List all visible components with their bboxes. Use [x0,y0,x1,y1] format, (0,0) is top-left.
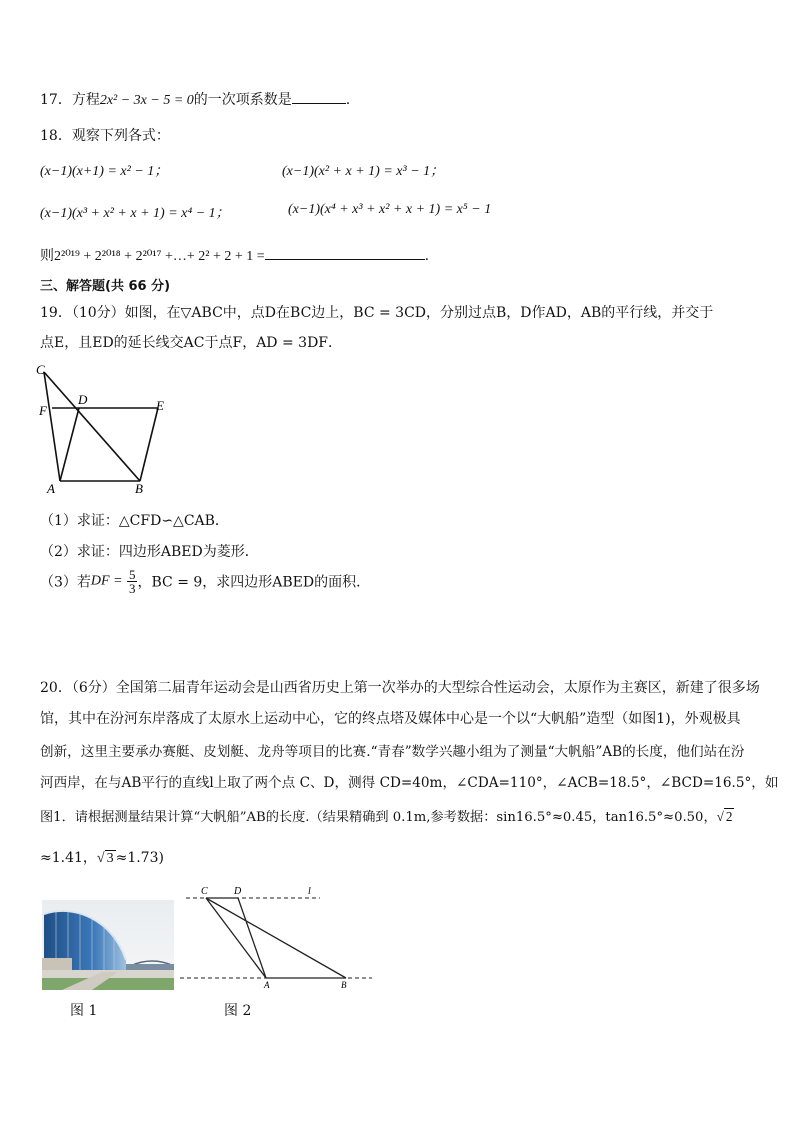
q18-formula-3: (x−1)(x³ + x² + x + 1) = x⁴ − 1； [40,206,230,221]
fig2-label-l: l [308,886,311,897]
q19-part-3 [40,568,370,595]
q20-text-6b: ≈1.73) [115,850,164,866]
fig2-label-b: B [341,980,347,990]
question-17 [40,89,350,109]
q18-intro: 观察下列各式： [71,128,170,144]
q18-number: 18． [40,128,72,144]
q18-expression: 2²⁰¹⁹ + 2²⁰¹⁸ + 2²⁰¹⁷ +…+ 2² + 2 + 1 = [54,249,265,264]
q19-fraction-denominator: 3 [128,581,136,596]
q20-text-1: 全国第二届青年运动会是山西省历史上第一次举办的大型综合性运动会，太原作为主赛区，新建了很多场 [115,680,760,696]
q19-line-1 [40,302,713,322]
q18-formula-4: (x−1)(x⁴ + x³ + x² + x + 1) = x⁵ − 1 [288,202,492,217]
section-3-title: 三、解答题(共 66 分) [40,279,171,294]
fig2-line-ca [206,898,266,978]
q18-end: . [424,248,430,264]
q20-line-4: 河西岸，在与AB平行的直线l上取了两个点 C、D，测得 CD=40m，∠CDA=110°，∠ACB=18.5°，∠BCD=16.5°，如 [40,775,779,791]
q18-expression-line [40,245,429,265]
fig2-line-da [238,898,266,978]
q19-label-b: B [135,481,143,496]
q19-fraction [127,568,138,595]
q19-part-2: （2）求证：四边形ABED为菱形． [40,544,259,560]
q19-label-e: E [156,398,164,413]
q18-then: 则 [40,248,54,264]
q17-answer-blank[interactable] [292,103,346,104]
q20-line-6 [40,847,164,867]
q19-label-a: A [47,481,55,496]
fig2-label-d: D [234,886,242,897]
lawn [42,978,174,990]
q20-figure-1-photo [42,900,174,990]
q20-points: （6分） [71,680,116,696]
q19-label-d: D [78,392,88,407]
q18-formula-1: (x−1)(x+1) = x² − 1； [40,164,169,179]
q20-figure-2-caption: 图 2 [224,1003,252,1019]
fig2-line-cb [206,898,346,978]
q19-label-c: C [36,362,45,377]
q19-line-da [60,408,79,481]
q20-text-6a: ≈1.41， [40,850,97,866]
q19-part-3-df: DF = [90,573,123,589]
q20-number: 20． [40,680,72,696]
q20-text-5: 图1．请根据测量结果计算“大帆船”AB的长度.（结果精确到 0.1m,参考数据：sin16.5°≈0.45，tan16.5°≈0.50， [40,810,717,825]
q20-line-1 [40,677,760,697]
fig2-label-a: A [264,980,270,990]
q19-part-3-suffix: ，BC = 9，求四边形ABED的面积． [137,574,371,591]
question-18-intro [40,125,170,145]
q20-figure-2 [180,882,380,990]
q20-figure-1-caption: 图 1 [70,1003,98,1019]
q19-part-1: （1）求证：△CFD∽△CAB． [40,513,229,529]
q19-text-1: 如图，在▽ABC中，点D在BC边上，BC = 3CD，分别过点B，D作AD，AB的平行线，并交于 [124,305,714,321]
q19-fraction-numerator: 5 [128,567,136,582]
q17-equation: 2x² − 3x − 5 = 0 [99,93,194,108]
q18-formula-2: (x−1)(x² + x + 1) = x³ − 1； [282,164,445,179]
q17-text-before: 方程 [71,92,100,108]
q19-figure [34,360,184,500]
q19-part-3-prefix: （3）若 [40,574,91,591]
q20-sqrt-2: √ 2 [716,809,733,824]
q17-number: 17． [40,92,72,108]
q20-line-3: 创新，这里主要承办赛艇、皮划艇、龙舟等项目的比赛.“青春”数学兴趣小组为了测量“大帆船”AB的长度，他们站在汾 [40,744,745,760]
q20-line-2: 馆，其中在汾河东岸落成了太原水上运动中心，它的终点塔及媒体中心是一个以“大帆船”造型（如图1)，外观极具 [40,711,741,727]
q19-line-2: 点E，且ED的延长线交AC于点F，AD = 3DF． [40,335,343,351]
q17-end: . [345,92,351,108]
q19-label-f: F [39,403,47,418]
q20-line-5 [40,806,734,825]
q19-line-be [140,408,158,481]
fig2-label-c: C [201,886,208,897]
q17-text-after: 的一次项系数是 [193,92,292,108]
q19-points: （10分） [71,305,125,321]
q20-sqrt-3: √ 3 [96,851,114,866]
q19-number: 19． [40,305,72,321]
q18-answer-blank[interactable] [265,259,425,260]
